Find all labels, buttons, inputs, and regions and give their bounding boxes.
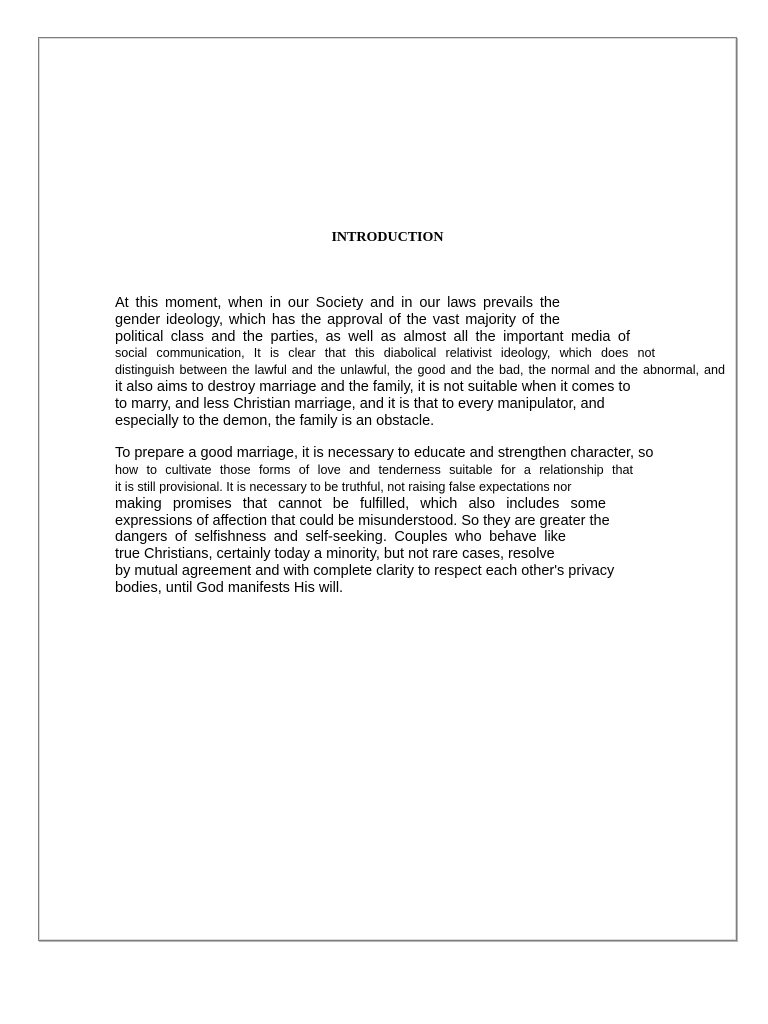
text-line: At this moment, when in our Society and in our laws prevails the (115, 295, 560, 311)
text-line: gender ideology, which has the approval of the vast majority of the (115, 311, 560, 328)
body-text (115, 295, 727, 597)
text-line: expressions of affection that could be misunderstood. So they are greater the (115, 512, 610, 529)
text-line: how to cultivate those forms of love and tenderness suitable for a relationship that (115, 463, 633, 478)
text-line: political class and the parties, as well as almost all the important media of (115, 328, 630, 345)
text-line: dangers of selfishness and self-seeking. Couples who behave like (115, 529, 566, 546)
paragraph-2 (115, 445, 727, 596)
text-line: it also aims to destroy marriage and the family, it is not suitable when it comes to (115, 378, 631, 395)
document-page (38, 37, 737, 941)
text-line: making promises that cannot be fulfilled, which also includes some (115, 495, 606, 512)
text-line: true Christians, certainly today a minority, but not rare cases, resolve (115, 546, 555, 563)
text-line: distinguish between the lawful and the unlawful, the good and the bad, the normal and the abnormal, and (115, 363, 725, 378)
text-line: especially to the demon, the family is an obstacle. (115, 412, 435, 429)
text-line: by mutual agreement and with complete clarity to respect each other's privacy (115, 562, 615, 579)
text-line: bodies, until God manifests His will. (115, 579, 344, 596)
text-line: it is still provisional. It is necessary to be truthful, not raising false expectations nor (115, 479, 572, 494)
page-title: INTRODUCTION (331, 230, 444, 245)
text-line: to marry, and less Christian marriage, and it is that to every manipulator, and (115, 395, 605, 412)
text-line: social communication, It is clear that this diabolical relativist ideology, which does not (115, 346, 655, 361)
text-line: To prepare a good marriage, it is necessary to educate and strengthen character, so (115, 445, 654, 462)
paragraph-1 (115, 295, 727, 429)
